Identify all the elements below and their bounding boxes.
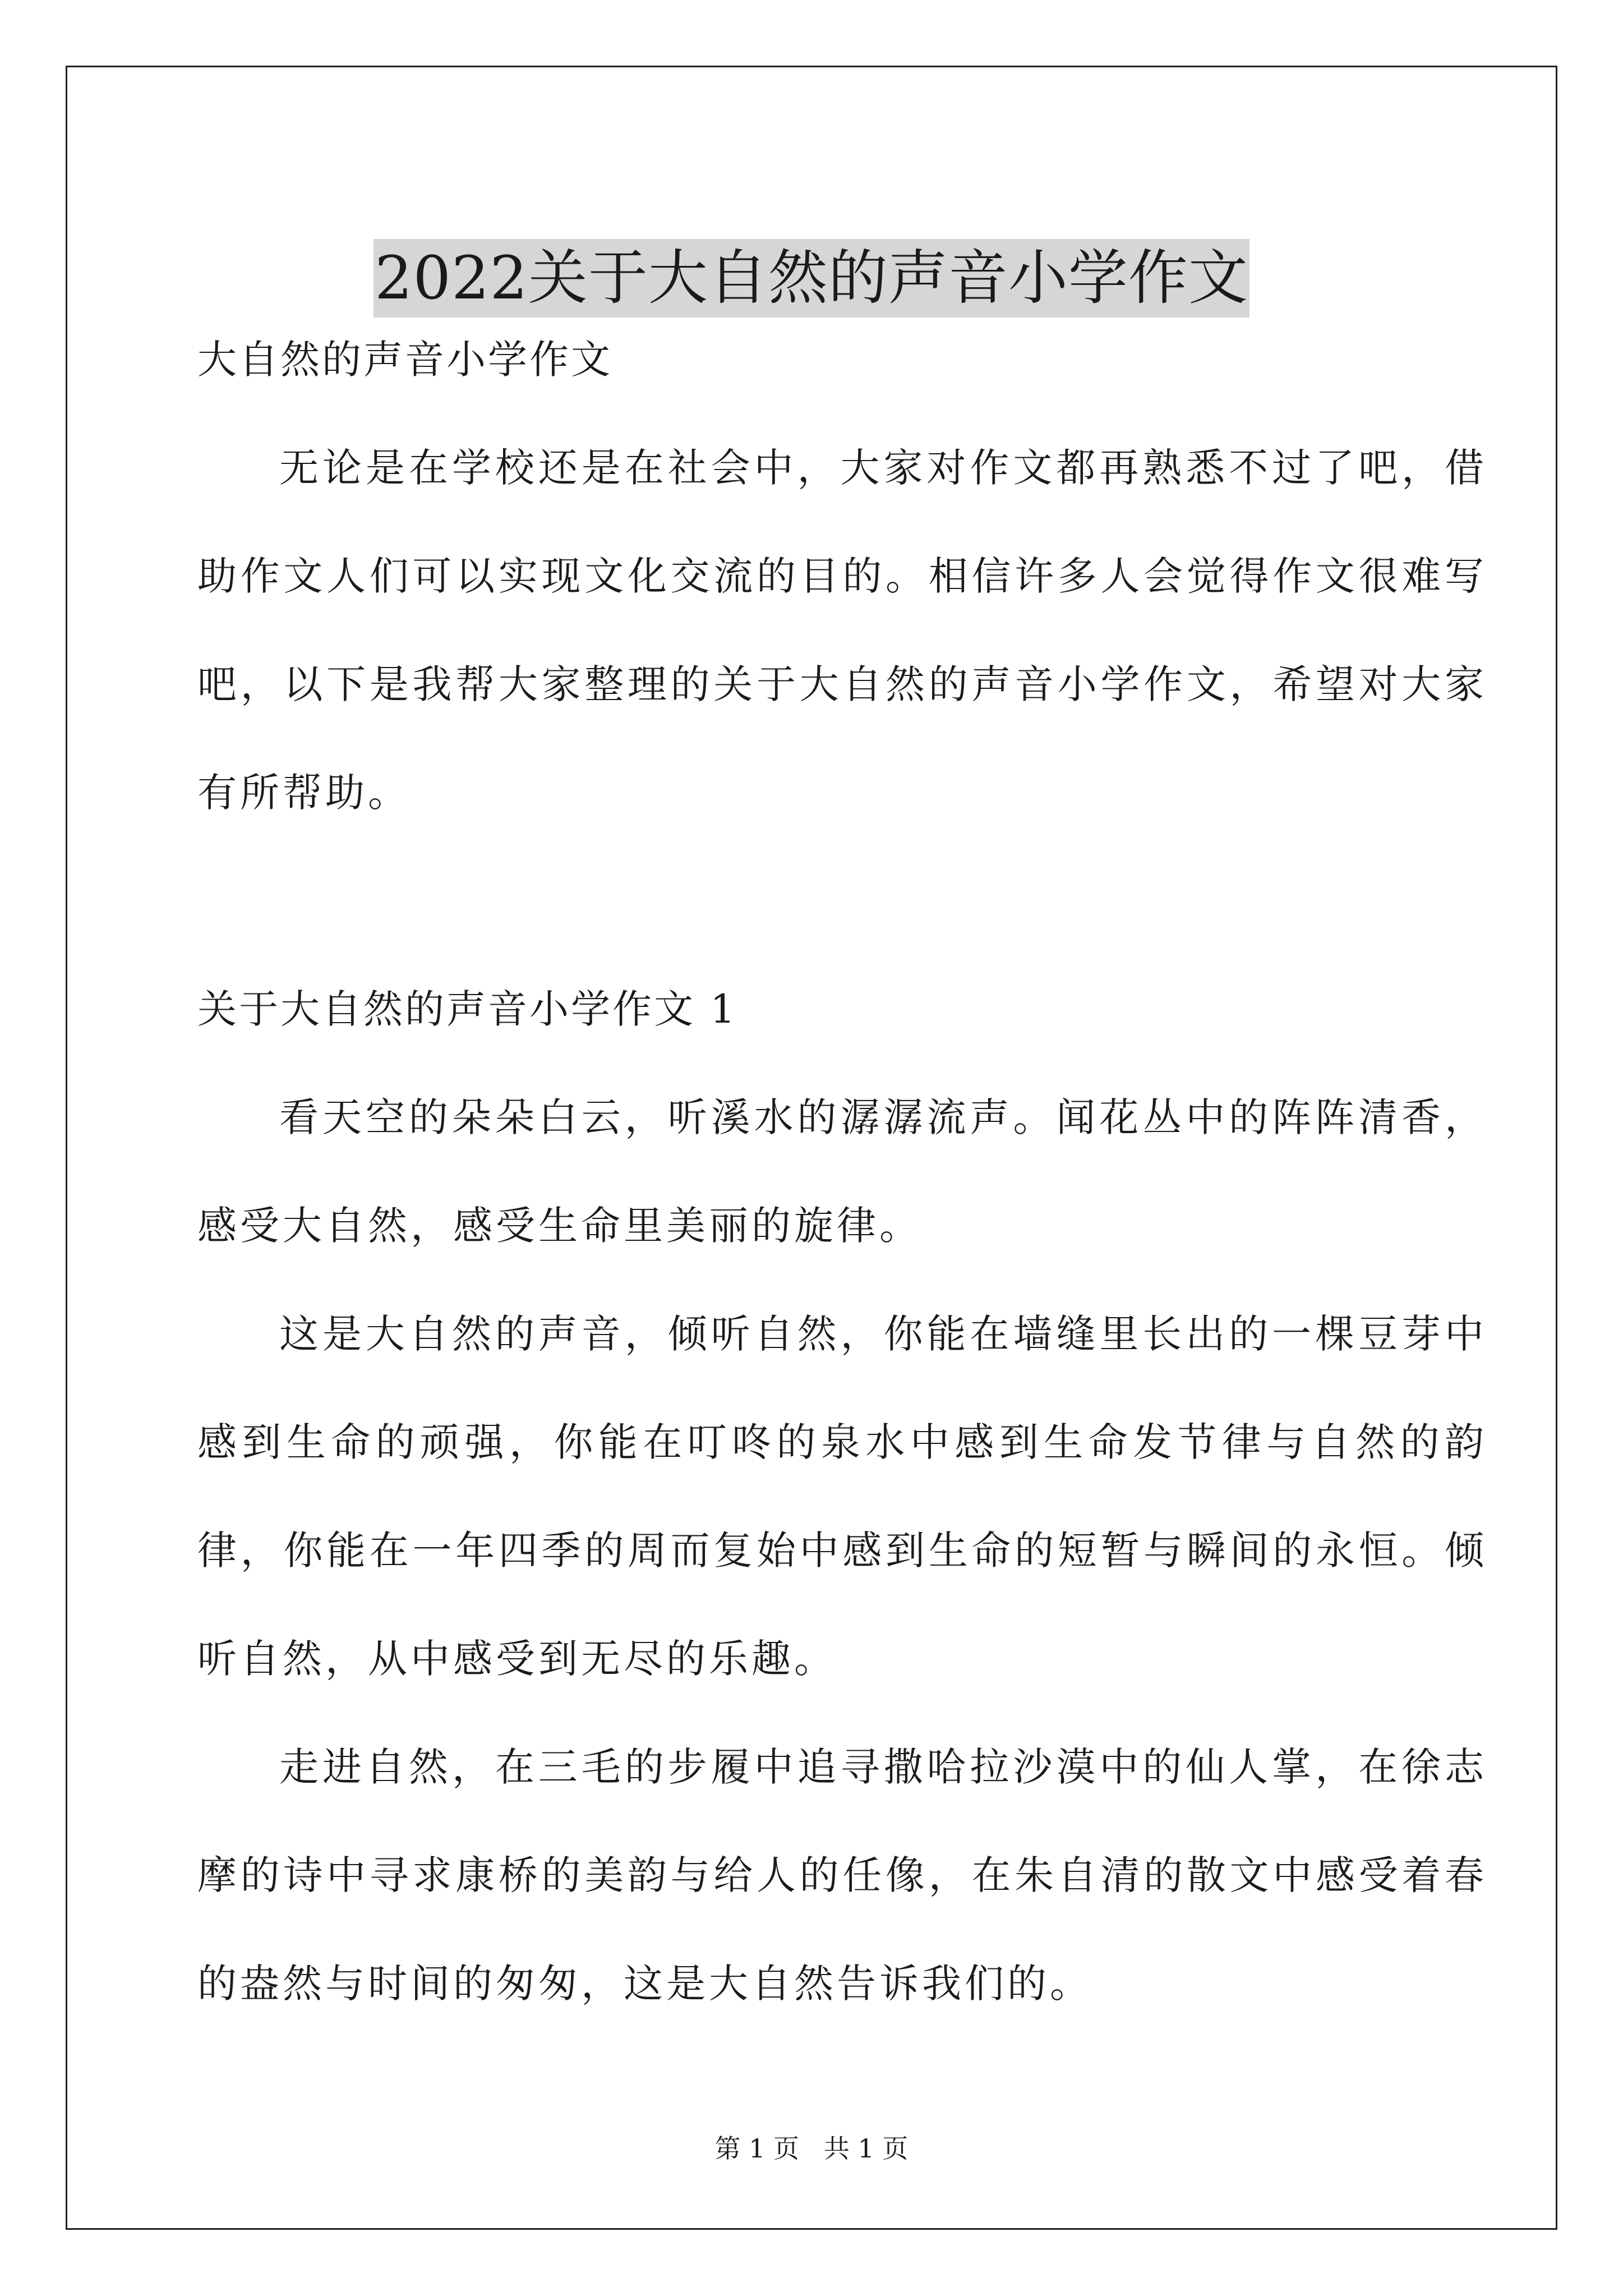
section-spacer (197, 847, 1487, 955)
section-heading: 关于大自然的声音小学作文 1 (197, 986, 737, 1032)
body-paragraph: 走进自然，在三毛的步履中追寻撒哈拉沙漠中的仙人掌，在徐志摩的诗中寻求康桥的美韵与给人的任像，在朱自清的散文中感受着春的盎然与时间的匆匆，这是大自然告诉我们的。 (197, 1744, 1487, 2007)
document-title: 2022关于大自然的声音小学作文 (374, 239, 1249, 318)
document-body (197, 306, 1487, 2038)
body-paragraph: 看天空的朵朵白云，听溪水的潺潺流声。闻花丛中的阵阵清香，感受大自然，感受生命里美丽的旋律。 (197, 1094, 1487, 1249)
intro-paragraph: 无论是在学校还是在社会中，大家对作文都再熟悉不过了吧，借助作文人们可以实现文化交流的目的。相信许多人会觉得作文很难写吧，以下是我帮大家整理的关于大自然的声音小学作文，希望对大家有所帮助。 (197, 445, 1487, 816)
body-paragraph: 这是大自然的声音，倾听自然，你能在墙缝里长出的一棵豆芽中感到生命的顽强，你能在叮咚的泉水中感到生命发节律与自然的韵律，你能在一年四季的周而复始中感到生命的短暂与瞬间的永恒。倾听自然，从中感受到无尽的乐趣。 (197, 1311, 1487, 1682)
intro-heading: 大自然的声音小学作文 (197, 337, 612, 383)
page-footer: 第 1 页 共 1 页 (714, 2133, 909, 2164)
